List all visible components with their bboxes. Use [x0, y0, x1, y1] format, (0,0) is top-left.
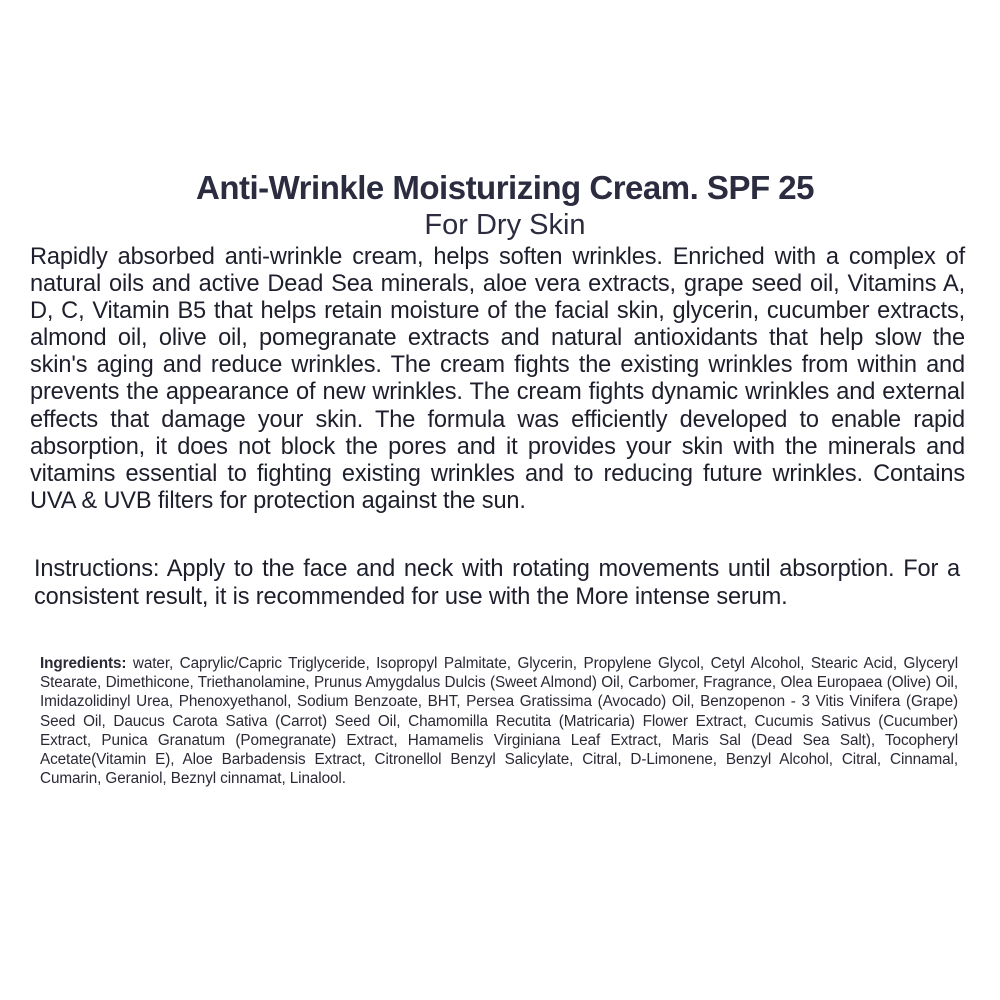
ingredients-label: Ingredients:: [40, 655, 127, 672]
usage-instructions: Instructions: Apply to the face and neck with rotating movements until absorption. For a consistent result, it is recommended for use with the More intense serum.: [34, 556, 960, 610]
ingredients-list: [40, 654, 958, 788]
product-title: Anti-Wrinkle Moisturizing Cream. SPF 25: [196, 169, 814, 206]
product-subtitle: For Dry Skin: [424, 209, 586, 241]
ingredients-text: water, Caprylic/Capric Triglyceride, Isopropyl Palmitate, Glycerin, Propylene Glycol, Cetyl Alcohol, Stearic Acid, Glyceryl Stearate, Dimethicone, Triethanolamine, Prunus Amygdalus Dulcis (Sweet Almond) Oil, Carbomer, Fragrance, Olea Europaea (Olive) Oil, Imidazolidinyl Urea, Phenoxyethanol, Sodium Benzoate, BHT, Persea Gratissima (Avocado) Oil, Benzopenon - 3 Vitis Vinifera (Grape) Seed Oil, Daucus Carota Sativa (Carrot) Seed Oil, Chamomilla Recutita (Matricaria) Flower Extract, Cucumis Sativus (Cucumber) Extract, Punica Granatum (Pomegranate) Extract, Hamamelis Virginiana Leaf Extract, Maris Sal (Dead Sea Salt), Tocopheryl Acetate(Vitamin E), Aloe Barbadensis Extract, Citronellol Benzyl Salicylate, Citral, D-Limonene, Benzyl Alcohol, Citral, Cinnamal, Cumarin, Geraniol, Beznyl cinnamat, Linalool.: [40, 655, 958, 788]
product-header: [0, 168, 1000, 242]
product-description: Rapidly absorbed anti-wrinkle cream, helps soften wrinkles. Enriched with a complex of natural oils and active Dead Sea minerals, aloe vera extracts, grape seed oil, Vitamins A, D, C, Vitamin B5 that helps retain moisture of the facial skin, glycerin, cucumber extracts, almond oil, olive oil, pomegranate extracts and natural antioxidants that help slow the skin's aging and reduce wrinkles. The cream fights the existing wrinkles from within and prevents the appearance of new wrinkles. The cream fights dynamic wrinkles and external effects that damage your skin. The formula was efficiently developed to enable rapid absorption, it does not block the pores and it provides your skin with the minerals and vitamins essential to fighting existing wrinkles and to reducing future wrinkles. Contains UVA & UVB filters for protection against the sun.: [30, 244, 965, 514]
